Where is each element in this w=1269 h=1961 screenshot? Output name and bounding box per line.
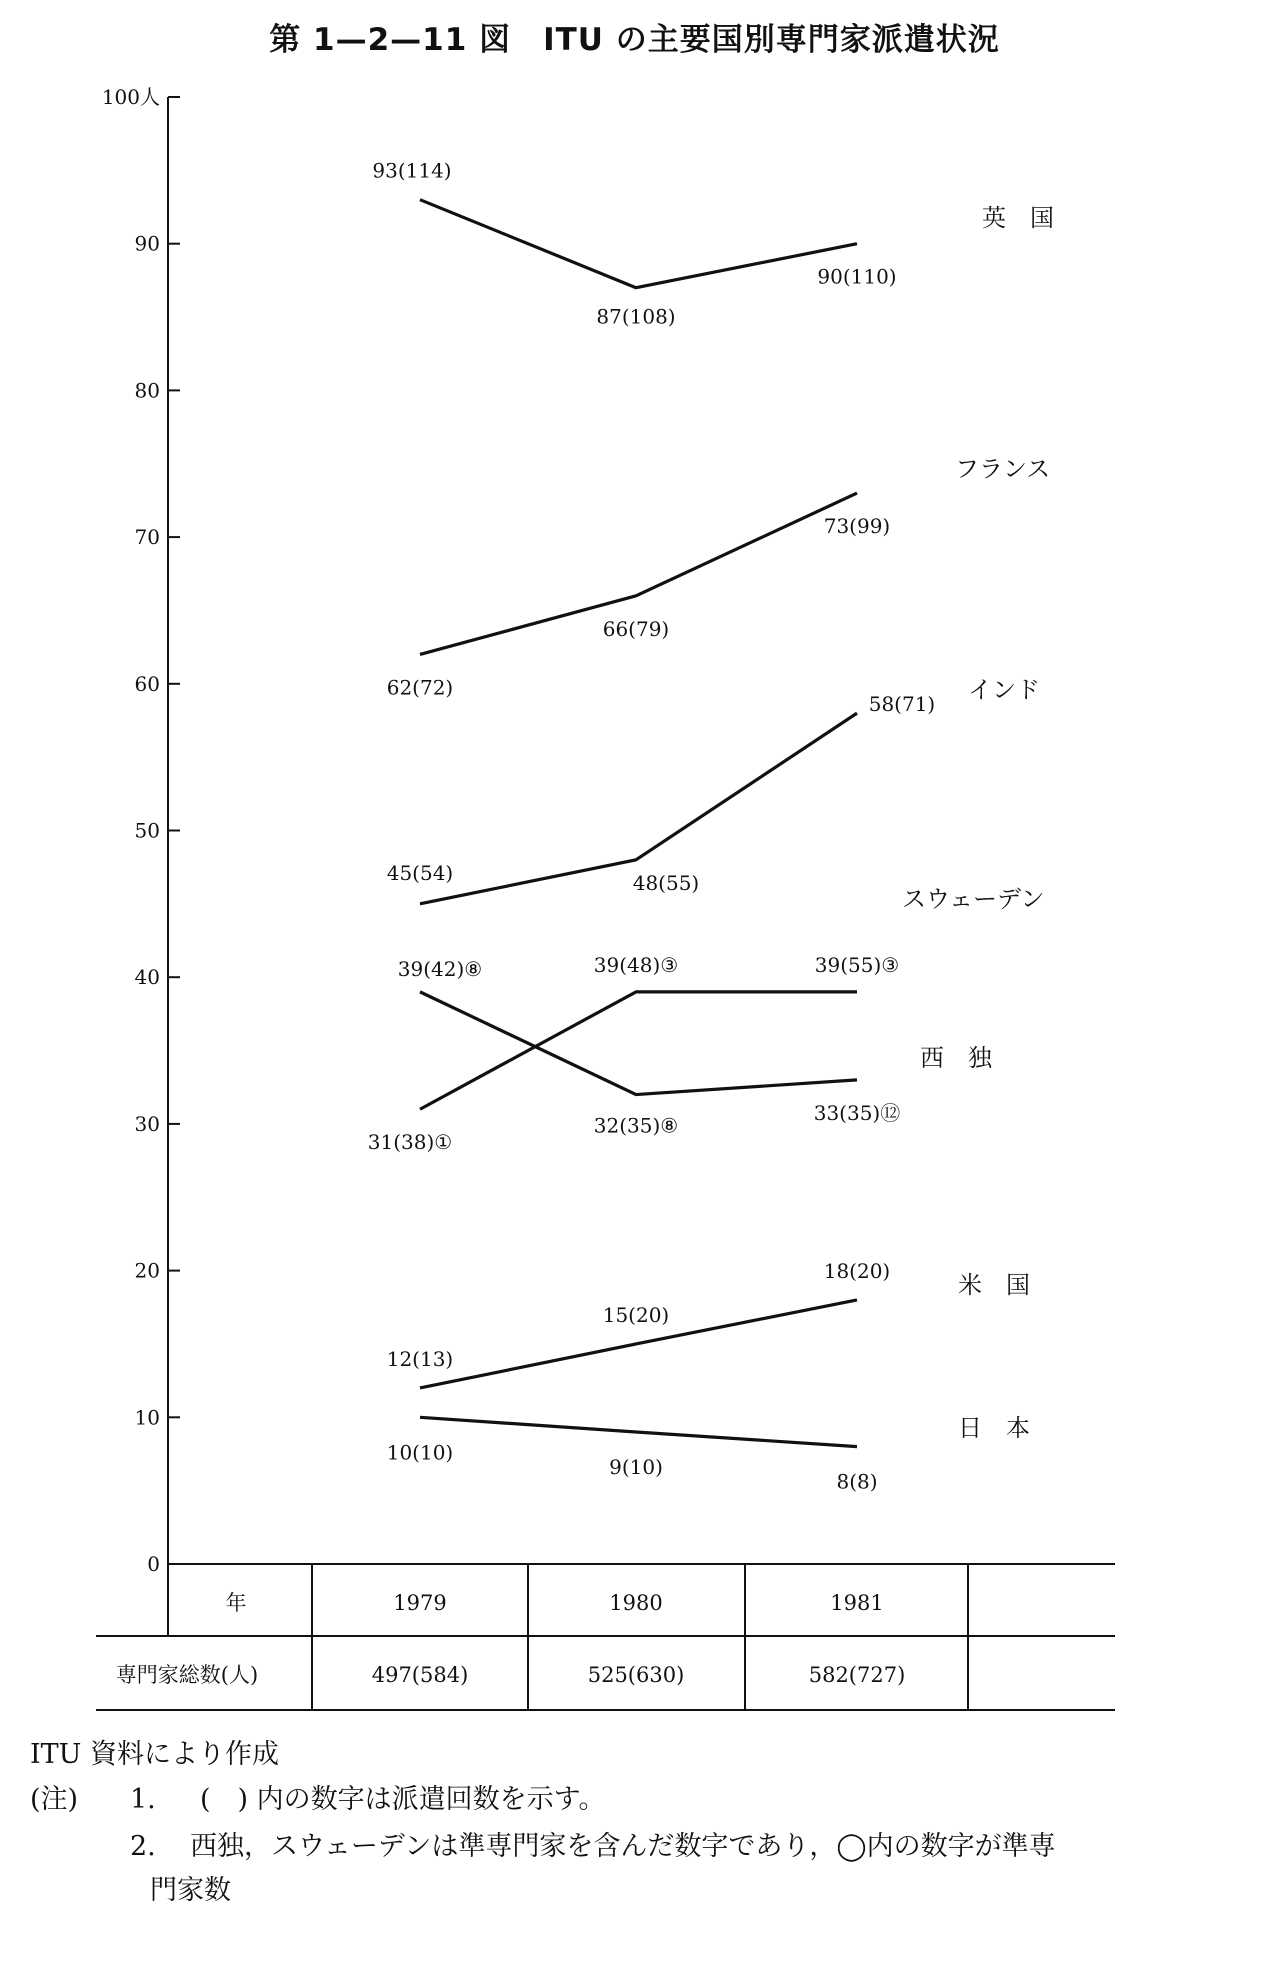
table-year-header: 年 (225, 1591, 247, 1615)
series-line (387, 676, 1040, 904)
table-total-1981: 582(727) (808, 1663, 906, 1687)
series-group (368, 159, 1054, 1494)
y-tick-label: 60 (134, 671, 160, 696)
data-label: 73(99) (823, 514, 891, 539)
note-1-number: 1. (130, 1784, 156, 1815)
y-tick-label: 0 (147, 1552, 160, 1576)
data-label: 66(79) (602, 616, 670, 641)
series-name-label: 英 国 (982, 204, 1054, 232)
series-name-label: スウェーデン (902, 885, 1045, 913)
data-label: 32(35)⑧ (593, 1113, 679, 1138)
data-label: 33(35)⑫ (813, 1100, 901, 1125)
table-total-1979: 497(584) (371, 1663, 469, 1687)
series-line (368, 885, 1045, 1154)
y-tick-label: 100人 (101, 85, 160, 109)
series-line (387, 1414, 1030, 1494)
note-label: (注) (30, 1784, 79, 1815)
series-name-label: フランス (955, 455, 1051, 483)
data-label: 93(114) (372, 158, 452, 183)
data-label: 62(72) (386, 675, 454, 700)
data-label: 12(13) (386, 1346, 454, 1371)
data-label: 9(10) (609, 1454, 663, 1479)
table-total-1980: 525(630) (587, 1663, 685, 1687)
y-tick-label: 20 (134, 1258, 160, 1283)
source-note: ITU 資料により作成 (30, 1739, 280, 1770)
y-tick-label: 50 (134, 818, 160, 843)
series-name-label: 西 独 (920, 1044, 992, 1072)
data-label: 8(8) (836, 1469, 878, 1494)
y-axis (102, 85, 180, 1576)
data-label: 18(20) (823, 1258, 891, 1283)
data-label: 15(20) (602, 1302, 670, 1327)
y-tick-label: 90 (134, 231, 160, 256)
data-label: 90(110) (817, 264, 897, 289)
data-label: 48(55) (632, 870, 700, 895)
y-tick-label: 10 (134, 1405, 160, 1430)
y-tick-label: 30 (134, 1111, 160, 1136)
table-year-1981: 1981 (830, 1591, 884, 1615)
data-label: 10(10) (386, 1440, 454, 1465)
y-tick-label: 40 (134, 965, 160, 990)
table-total-header: 専門家総数(人) (115, 1663, 259, 1687)
data-label: 39(55)③ (814, 952, 900, 977)
series-polyline (420, 992, 857, 1095)
note-2-continuation: 門家数 (150, 1875, 231, 1906)
footnotes (30, 1735, 1250, 1950)
note-1-text: ( ) 内の数字は派遣回数を示す。 (200, 1784, 606, 1815)
y-tick-label: 70 (134, 525, 160, 550)
series-name-label: 米 国 (958, 1271, 1030, 1299)
series-polyline (420, 1417, 857, 1446)
table-year-1980: 1980 (609, 1591, 663, 1615)
series-name-label: インド (968, 676, 1040, 704)
note-2-text: 西独，スウェーデンは準専門家を含んだ数字であり，◯内の数字が準専 (190, 1831, 1056, 1862)
series-name-label: 日 本 (958, 1414, 1030, 1442)
data-label: 39(42)⑧ (397, 956, 483, 981)
data-label: 45(54) (386, 860, 454, 885)
series-line (398, 957, 993, 1138)
series-line (387, 1259, 1030, 1388)
data-label: 31(38)① (367, 1130, 453, 1155)
series-polyline (420, 200, 857, 288)
data-label: 58(71) (868, 692, 936, 717)
figure-title: 第 1—2—11 図 ITU の主要国別専門家派遣状況 (269, 22, 1000, 58)
table-year-1979: 1979 (393, 1591, 447, 1615)
series-line (372, 159, 1054, 329)
note-2-number: 2. (130, 1831, 156, 1862)
data-label: 87(108) (596, 304, 676, 329)
y-tick-label: 80 (134, 378, 160, 403)
summary-table (96, 1564, 1115, 1710)
data-label: 39(48)③ (593, 952, 679, 977)
series-polyline (420, 992, 857, 1109)
series-line (387, 455, 1051, 699)
